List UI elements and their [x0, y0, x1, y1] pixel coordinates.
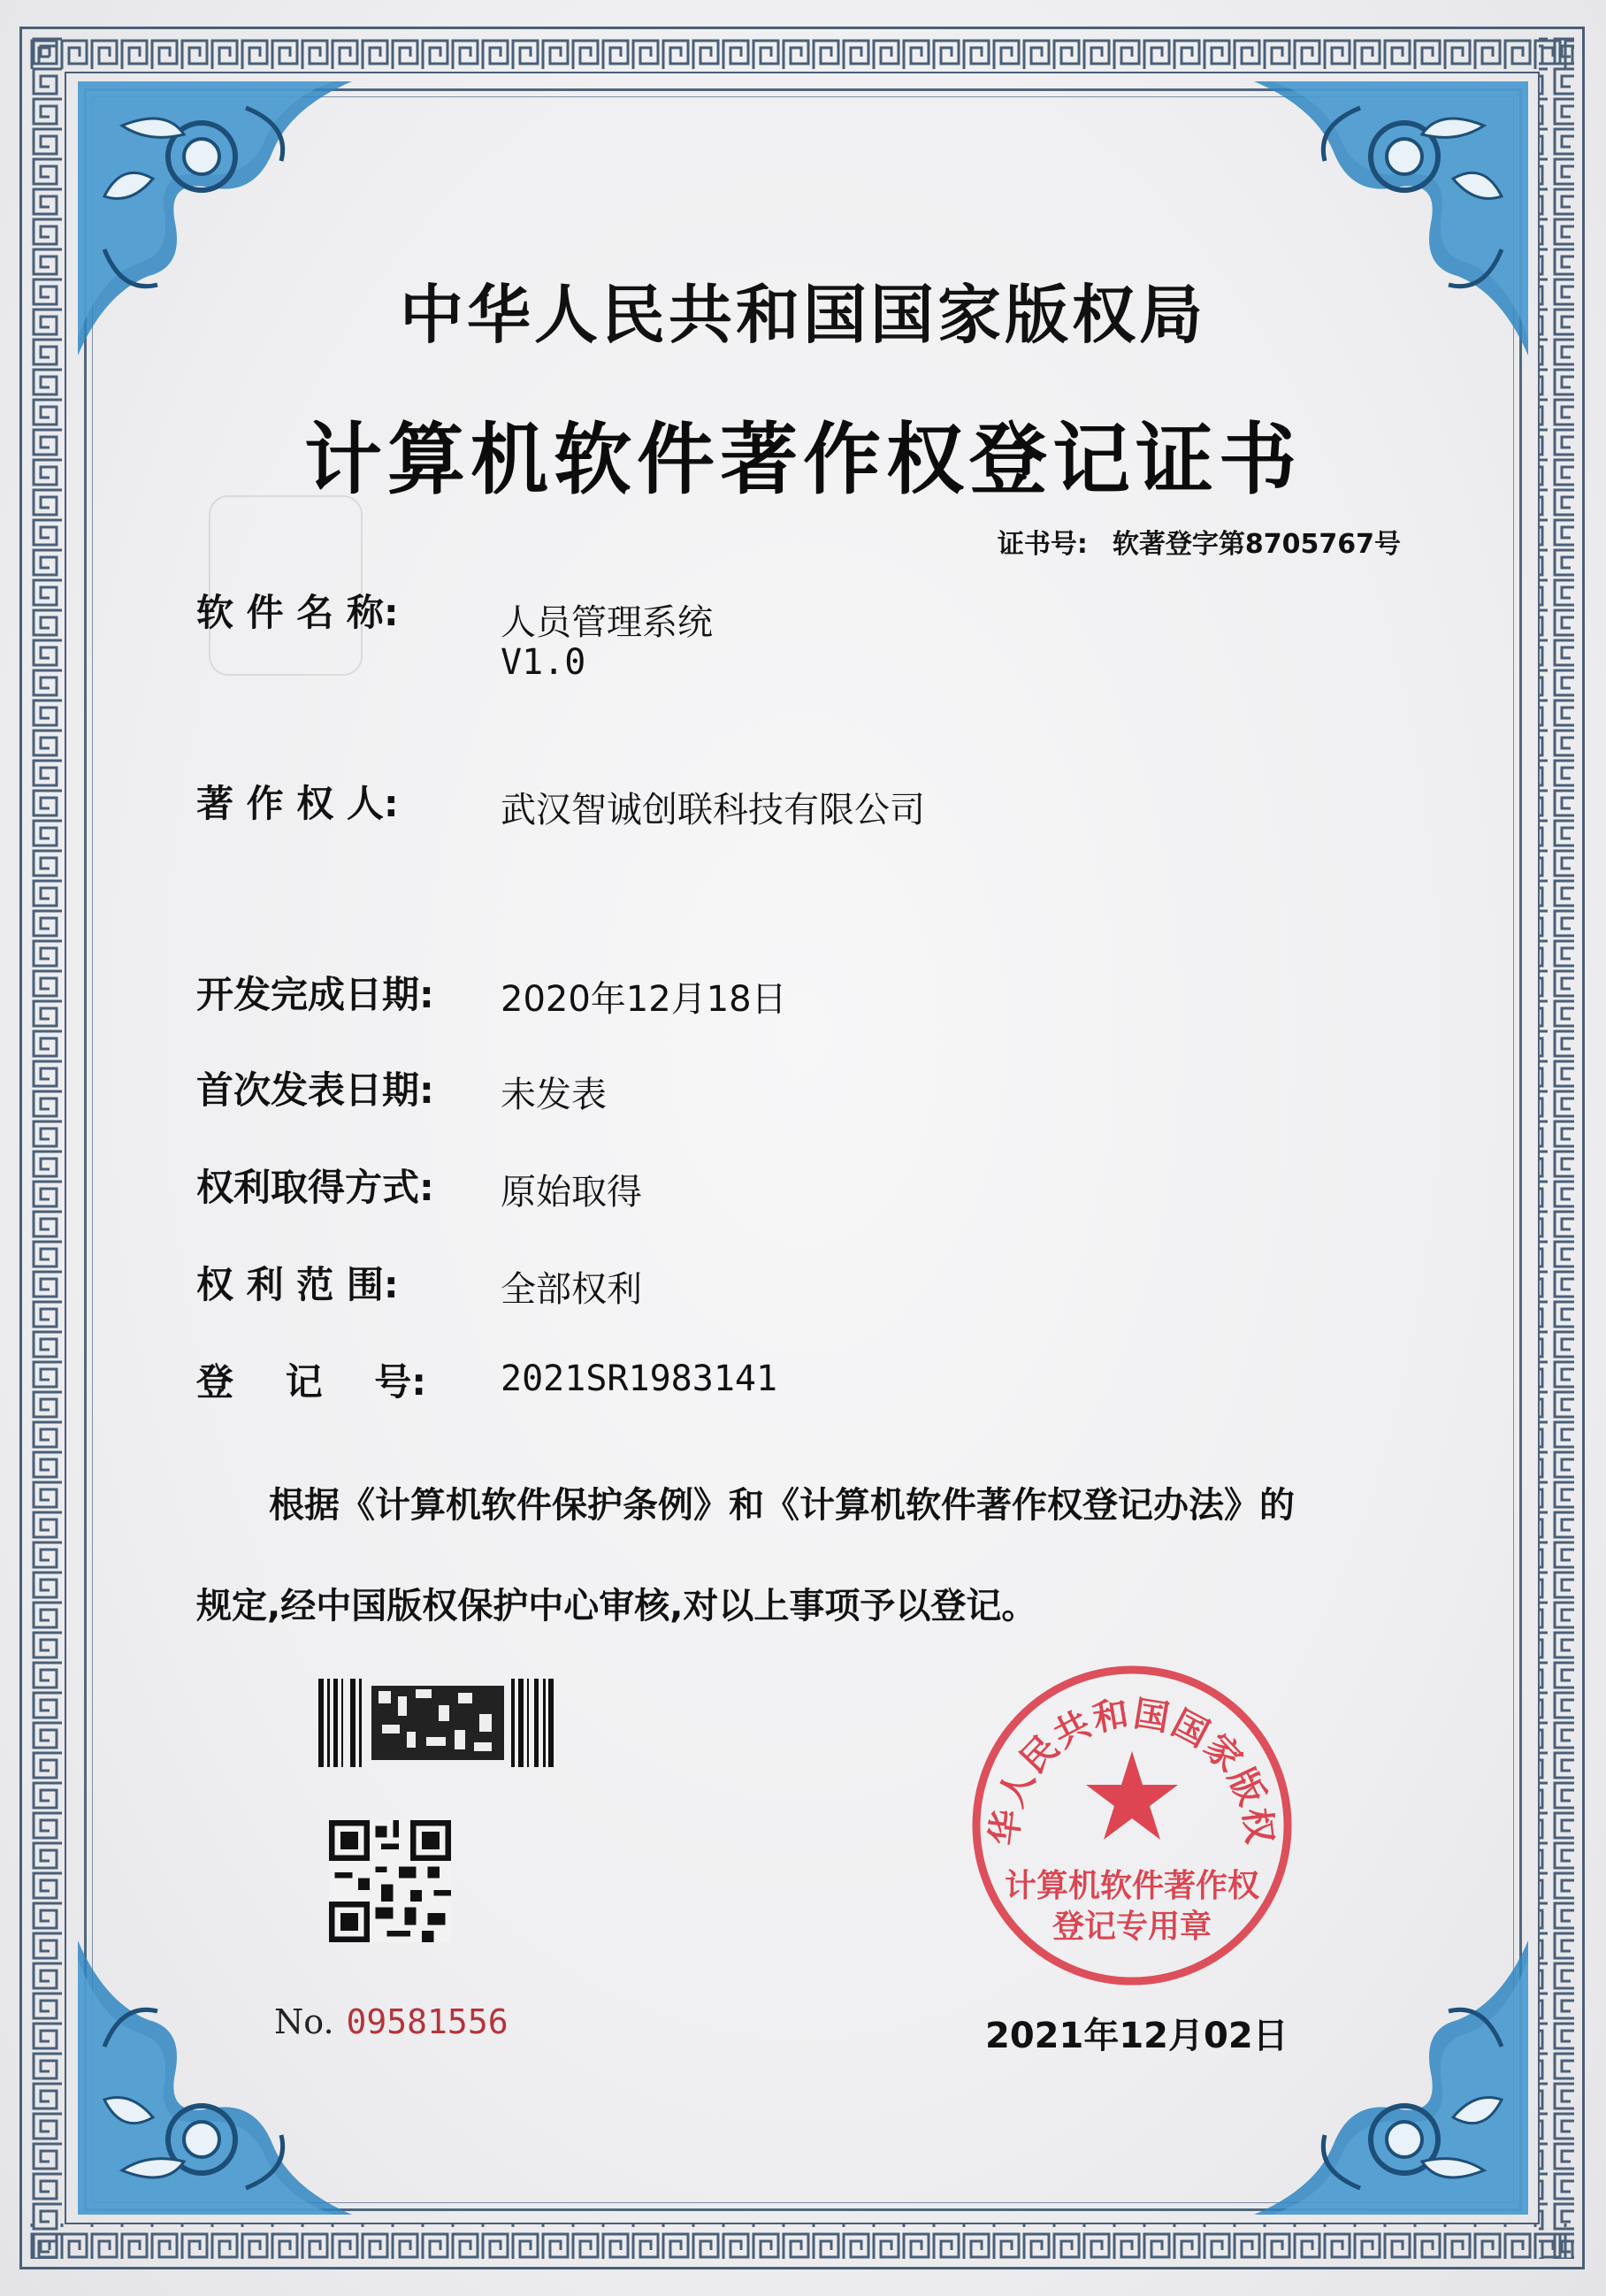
certificate-number-label: 证书号:: [997, 529, 1088, 560]
field-value-publication-date: 未发表: [501, 1075, 607, 1115]
certificate-number: [998, 522, 1401, 561]
statement-line-2: 规定,经中国版权保护中心审核,对以上事项予以登记。: [196, 1586, 1037, 1626]
field-value-completion-date: 2020年12月18日: [501, 979, 787, 1020]
barcode: [318, 1679, 554, 1767]
field-value-software-name: 人员管理系统: [501, 602, 713, 643]
field-label-rights-scope: 权 利 范 围:: [196, 1263, 399, 1306]
field-label-publication-date: 首次发表日期:: [196, 1068, 434, 1112]
qr-code: [329, 1820, 451, 1942]
field-value-acquisition-method: 原始取得: [501, 1172, 642, 1213]
certificate-number-value: 软著登字第8705767号: [1112, 529, 1401, 560]
serial-number: [274, 2002, 509, 2041]
issue-date: 2021年12月02日: [985, 2016, 1289, 2056]
official-seal: [962, 1656, 1302, 1995]
seal-star-icon: [1086, 1751, 1178, 1840]
serial-prefix: No.: [274, 2002, 334, 2041]
field-label-registration-number: 登 记 号:: [196, 1360, 427, 1404]
seal-ring-text: 华人民共和国国家版权: [983, 1693, 1281, 1848]
field-label-software-name: 软 件 名 称:: [196, 591, 399, 634]
issuing-agency: 中华人民共和国国家版权局: [399, 278, 1206, 352]
corner-ornament-bottom-left: [69, 1932, 361, 2223]
field-label-completion-date: 开发完成日期:: [196, 973, 434, 1016]
field-value-registration-number: 2021SR1983141: [501, 1358, 778, 1399]
field-value-rights-scope: 全部权利: [501, 1269, 642, 1310]
certificate-title: 计算机软件著作权登记证书: [303, 414, 1302, 505]
seal-inner-line-1: 计算机软件著作权: [1004, 1868, 1260, 1904]
field-value-software-version: V1.0: [501, 642, 586, 683]
serial-number-value: 09581556: [346, 2002, 509, 2041]
field-value-copyright-owner: 武汉智诚创联科技有限公司: [501, 790, 925, 830]
field-label-copyright-owner: 著 作 权 人:: [196, 782, 399, 825]
statement-line-1: 根据《计算机软件保护条例》和《计算机软件著作权登记办法》的: [269, 1485, 1295, 1526]
seal-inner-line-2: 登记专用章: [1052, 1909, 1212, 1945]
field-label-acquisition-method: 权利取得方式:: [196, 1166, 434, 1209]
